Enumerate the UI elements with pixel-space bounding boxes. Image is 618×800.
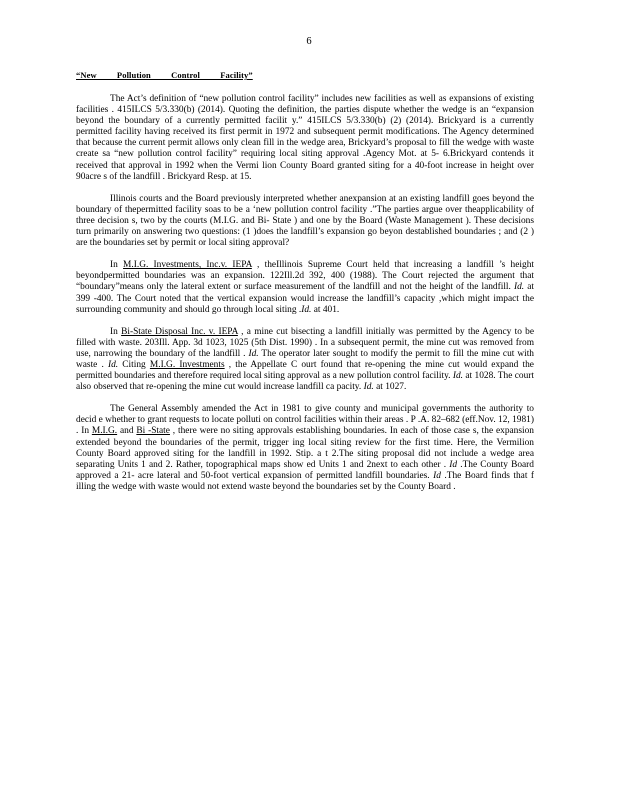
citation-id: Id. [513,282,525,293]
citation-id: Id. [301,304,312,315]
page-number: 6 [306,36,312,47]
paragraph-text: , a mine cut bisecting a landfill initially was permitted by the Agency to be filled with waste. 203Ill. App. 3d 1023, 1025 (5th Dist. 1990) . In a subsequent permit, the mine cut was removed from use, narrowing the boundary of the landfill . [76,326,535,359]
paragraph-mig-investments [76,260,534,315]
paragraph-text: The General Assembly amended the Act in 1981 to give county and municipal governments the authority to decid e whether to grant requests to locate polluti on control facilities within their areas . P .A. 82–682 (eff.Nov. 12, 1981) . In [76,404,534,437]
citation-id: Id [433,470,441,481]
case-name: Bi -State [136,426,170,437]
paragraph-text: , there were no siting approvals establishing boundaries. In each of those case s, the expansion extended beyond the boundaries of the permit, trigger ing local siting review for the first time. Here, the Vermilion County Board approved siting for the landfill in 1992. Stip. a t 2.The siting proposal did not include a wedge area separating Units 1 and 2. Rather, topographical maps show ed Units 1 and 2next to each other . [76,426,534,470]
paragraph-text: at 401. [311,304,340,315]
paragraph-text: The operator later sought to modify the permit to fill the mine cut with waste . [76,348,534,370]
paragraph-prior-interpretations: Illinois courts and the Board previously interpreted whether anexpansion at an existing landfill goes beyond the boundary of thepermitted facility soas to be a ‘new pollution control facility .”The parties argue over theapplicability of three decision s, two by the courts (M.I.G. and Bi- State ) and one by the Board (Waste Management ). These decisions turn primarily on answering two questions: (1 )does the landfill’s expansion go beyon destablished boundaries ; and (2 ) are the boundaries set by permit or local siting approval? [76,193,534,249]
paragraph-bi-state [76,327,534,394]
citation-id: Id. [452,371,464,382]
paragraph-text: In [110,260,124,271]
paragraph-text: .The Board finds that f illing the wedge with waste would not extend waste beyond the boundaries set by the County Board . [76,470,535,492]
paragraph-text: , the Appellate C ourt found that re-opening the mine cut would expand the permitted boundaries and therefore required local siting approval as a new pollution control facility. [76,359,534,382]
paragraph-text: .The County Board approved a 21- acre lateral and 50-foot vertical expansion of permitted landfill boundaries. [76,459,534,481]
paragraph-general-assembly [76,404,534,493]
paragraph-text: , theIllinois Supreme Court held that increasing a landfill ’s height beyondpermitted boundaries was an expansion. 122Ill.2d 392, 400 (1988). The Court rejected the argument that “boundary”means only the lateral extent or surface measurement of the landfill and not the height of the landfill. [76,260,534,293]
case-name: M.I.G. Investments, Inc.v. IEPA [123,260,252,271]
citation-id: Id. [248,348,259,359]
paragraph-text: and [117,426,137,437]
citation-id: Id. [108,359,119,370]
paragraph-act-definition: The Act’s definition of “new pollution control facility” includes new facilities as well as expansions of existing facilities . 415ILCS 5/3.330(b) (2014). Quoting the definition, the parties dispute whether the wedge is an “expansion beyond the boundary of a currently permitted facilit y.” 415ILCS 5/3.330(b) (2) (2014). Brickyard is a currently permitted facility having received its first permit in 1972 and subsequent permit modifications. The Agency determined that because the current permit allows only clean fill in the wedge area, Brickyard’s proposal to fill the wedge with waste create sa “new pollution control facility” requiring local siting approval .Agency Mot. at 5- 6.Brickyard contends it received that approval in 1992 when the Vermi lion County Board granted siting for a 40-foot increase in height over 90acre s of the landfill . Brickyard Resp. at 15. [76,94,534,182]
case-name: M.I.G. Investments [149,359,225,370]
page-content [76,70,534,504]
paragraph-text: at 1027. [373,382,407,393]
paragraph-text: In [110,326,122,337]
case-name: M.I.G. [91,426,118,437]
citation-id: Id [449,459,458,470]
paragraph-text: Citing [118,359,150,370]
paragraph-text: at 1028. The court also observed that re-opening the mine cut would increase landfill ca pacity. [76,371,534,393]
section-heading: “New Pollution Control Facility” [76,70,253,80]
case-name: Bi-State Disposal Inc. v. IEPA [121,326,238,337]
citation-id: Id. [363,382,374,393]
paragraph-text: at 399 -400. The Court noted that the vertical expansion would increase the landfill’s capacity ,which might impact the surrounding community and should go through local siting . [76,282,534,315]
